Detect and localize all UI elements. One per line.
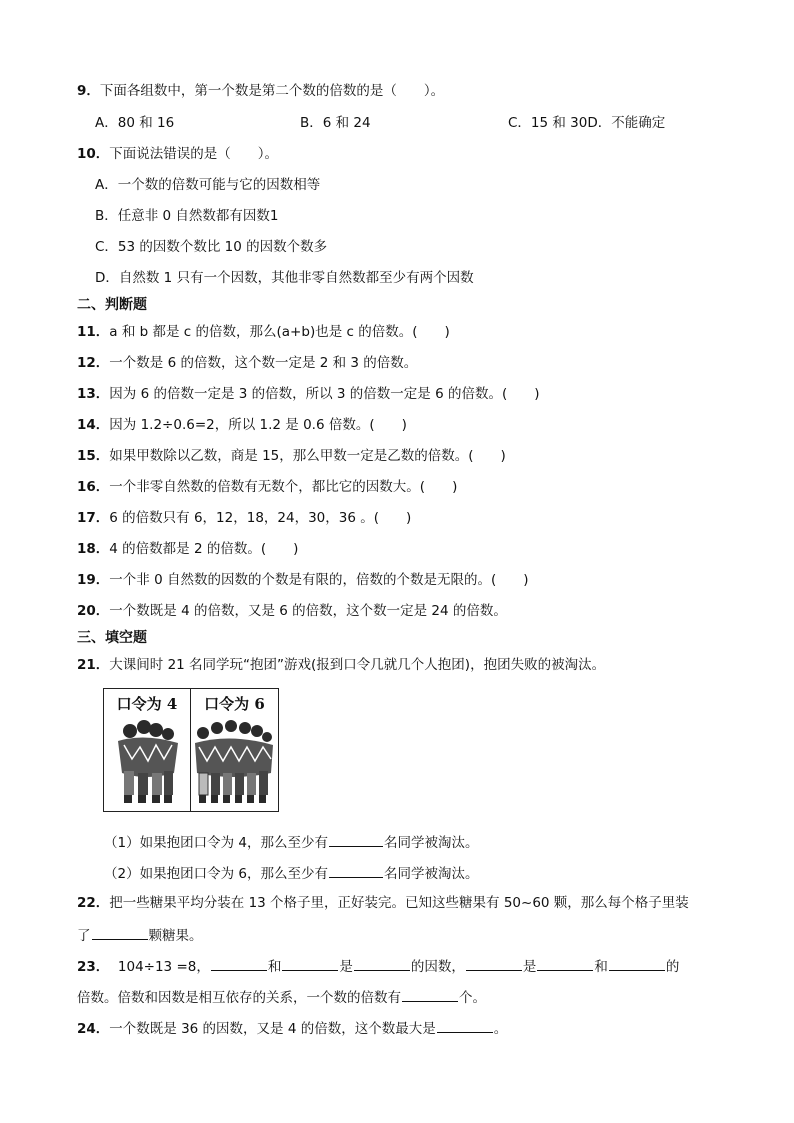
- question-21-part-1: [104, 832, 478, 852]
- option-a: A．一个数的倍数可能与它的因数相等: [95, 177, 321, 193]
- sub-question-text: 名同学被淘汰。: [383, 835, 479, 851]
- question-number: 9．: [77, 83, 100, 99]
- question-text: 和: [594, 959, 608, 975]
- question-number: 12．: [77, 355, 110, 371]
- question-15: [77, 447, 506, 465]
- option-a: A．80 和 16: [95, 115, 175, 131]
- question-text: a 和 b 都是 c 的倍数，那么(a+b)也是 c 的倍数。( ): [109, 324, 450, 340]
- question-17: [77, 509, 411, 527]
- question-text: 个。: [459, 990, 486, 1006]
- question-text: 的: [665, 959, 680, 975]
- question-number: 20．: [77, 603, 110, 619]
- question-21: [77, 656, 605, 674]
- answer-blank[interactable]: [402, 987, 458, 1002]
- hug-game-illustration: [103, 688, 279, 812]
- option-c: C．53 的因数个数比 10 的因数个数多: [95, 239, 328, 255]
- answer-blank[interactable]: [437, 1018, 493, 1033]
- question-text: 。: [493, 1021, 508, 1037]
- question-number: 14．: [77, 417, 110, 433]
- question-text: 是: [522, 959, 537, 975]
- question-23-line-2: [77, 987, 486, 1007]
- question-text: 一个数是 6 的倍数，这个数一定是 2 和 3 的倍数。: [109, 355, 418, 371]
- question-text: 是: [339, 959, 353, 975]
- question-text: 的因数，: [410, 959, 465, 975]
- question-text: 6 的倍数只有 6，12，18，24，30，36 。( ): [109, 510, 412, 526]
- option-b: B．任意非 0 自然数都有因数1: [95, 208, 279, 224]
- panel-command-6: [191, 689, 278, 811]
- question-text: 和: [267, 959, 282, 975]
- answer-blank[interactable]: [329, 863, 383, 878]
- children-group-6-icon: [191, 715, 277, 811]
- question-text: 因为 1.2÷0.6=2，所以 1.2 是 0.6 倍数。( ): [109, 417, 407, 433]
- question-text: 一个数既是 4 的倍数，又是 6 的倍数，这个数一定是 24 的倍数。: [109, 603, 507, 619]
- question-number: 22．: [77, 895, 110, 911]
- question-text: 因为 6 的倍数一定是 3 的倍数，所以 3 的倍数一定是 6 的倍数。( ): [109, 386, 540, 402]
- section-heading-fill: 三、填空题: [77, 630, 147, 646]
- option-d: D．自然数 1 只有一个因数，其他非零自然数都至少有两个因数: [95, 270, 474, 286]
- question-text: 一个非零自然数的倍数有无数个，都比它的因数大。( ): [109, 479, 458, 495]
- question-number: 17．: [77, 510, 110, 526]
- panel-command-4: [104, 689, 191, 811]
- question-text: 一个数既是 36 的因数，又是 4 的倍数，这个数最大是: [109, 1021, 436, 1037]
- question-text: 倍数。倍数和因数是相互依存的关系，一个数的倍数有: [77, 990, 401, 1006]
- question-text: 一个非 0 自然数的因数的个数是有限的，倍数的个数是无限的。( ): [109, 572, 529, 588]
- answer-blank[interactable]: [329, 832, 383, 847]
- sub-question-text: （1）如果抱团口令为 4，那么至少有: [104, 835, 328, 851]
- question-11: [77, 323, 450, 341]
- question-number: 24．: [77, 1021, 110, 1037]
- question-22: [77, 894, 689, 912]
- caption-command-4: 口令为 4: [116, 695, 178, 713]
- question-number: 19．: [77, 572, 110, 588]
- answer-blank[interactable]: [92, 925, 148, 940]
- question-14: [77, 416, 407, 434]
- question-22-line-2: [77, 925, 203, 945]
- question-21-part-2: [104, 863, 478, 883]
- question-text: 如果甲数除以乙数，商是 15，那么甲数一定是乙数的倍数。( ): [109, 448, 506, 464]
- answer-blank[interactable]: [537, 956, 593, 971]
- option-c-d: C．15 和 30D．不能确定: [508, 115, 666, 131]
- question-number: 16．: [77, 479, 110, 495]
- question-text: 104÷13 =8，: [117, 959, 210, 975]
- caption-command-6: 口令为 6: [204, 695, 265, 713]
- question-number: 21．: [77, 657, 110, 673]
- question-10: [77, 145, 278, 163]
- question-text: 颗糖果。: [148, 928, 203, 944]
- question-number: 23．: [77, 959, 110, 975]
- option-b: B．6 和 24: [300, 115, 371, 131]
- answer-blank[interactable]: [354, 956, 410, 971]
- question-19: [77, 571, 529, 589]
- sub-question-text: 名同学被淘汰。: [383, 866, 479, 882]
- question-text: 下面各组数中，第一个数是第二个数的倍数的是（ ）。: [99, 83, 445, 99]
- question-number: 10．: [77, 146, 110, 162]
- question-number: 11．: [77, 324, 110, 340]
- answer-blank[interactable]: [466, 956, 522, 971]
- question-9: [77, 82, 444, 100]
- question-text: 下面说法错误的是（ ）。: [109, 146, 279, 162]
- question-number: 18．: [77, 541, 110, 557]
- question-12: [77, 354, 417, 372]
- question-23: [77, 956, 679, 976]
- question-16: [77, 478, 457, 496]
- question-13: [77, 385, 540, 403]
- question-text: 4 的倍数都是 2 的倍数。( ): [109, 541, 299, 557]
- answer-blank[interactable]: [282, 956, 338, 971]
- question-number: 13．: [77, 386, 110, 402]
- question-text: 把一些糖果平均分装在 13 个格子里，正好装完。已知这些糖果有 50~60 颗，那么每个格子里装: [109, 895, 689, 911]
- children-group-4-icon: [104, 715, 190, 811]
- answer-blank[interactable]: [609, 956, 665, 971]
- answer-blank[interactable]: [211, 956, 267, 971]
- question-text: 了: [77, 928, 91, 944]
- section-heading-judge: 二、判断题: [77, 297, 147, 313]
- question-24: [77, 1018, 507, 1038]
- sub-question-text: （2）如果抱团口令为 6，那么至少有: [104, 866, 328, 882]
- question-20: [77, 602, 507, 620]
- question-number: 15．: [77, 448, 110, 464]
- question-18: [77, 540, 298, 558]
- question-text: 大课间时 21 名同学玩“抱团”游戏(报到口令几就几个人抱团)，抱团失败的被淘汰。: [109, 657, 606, 673]
